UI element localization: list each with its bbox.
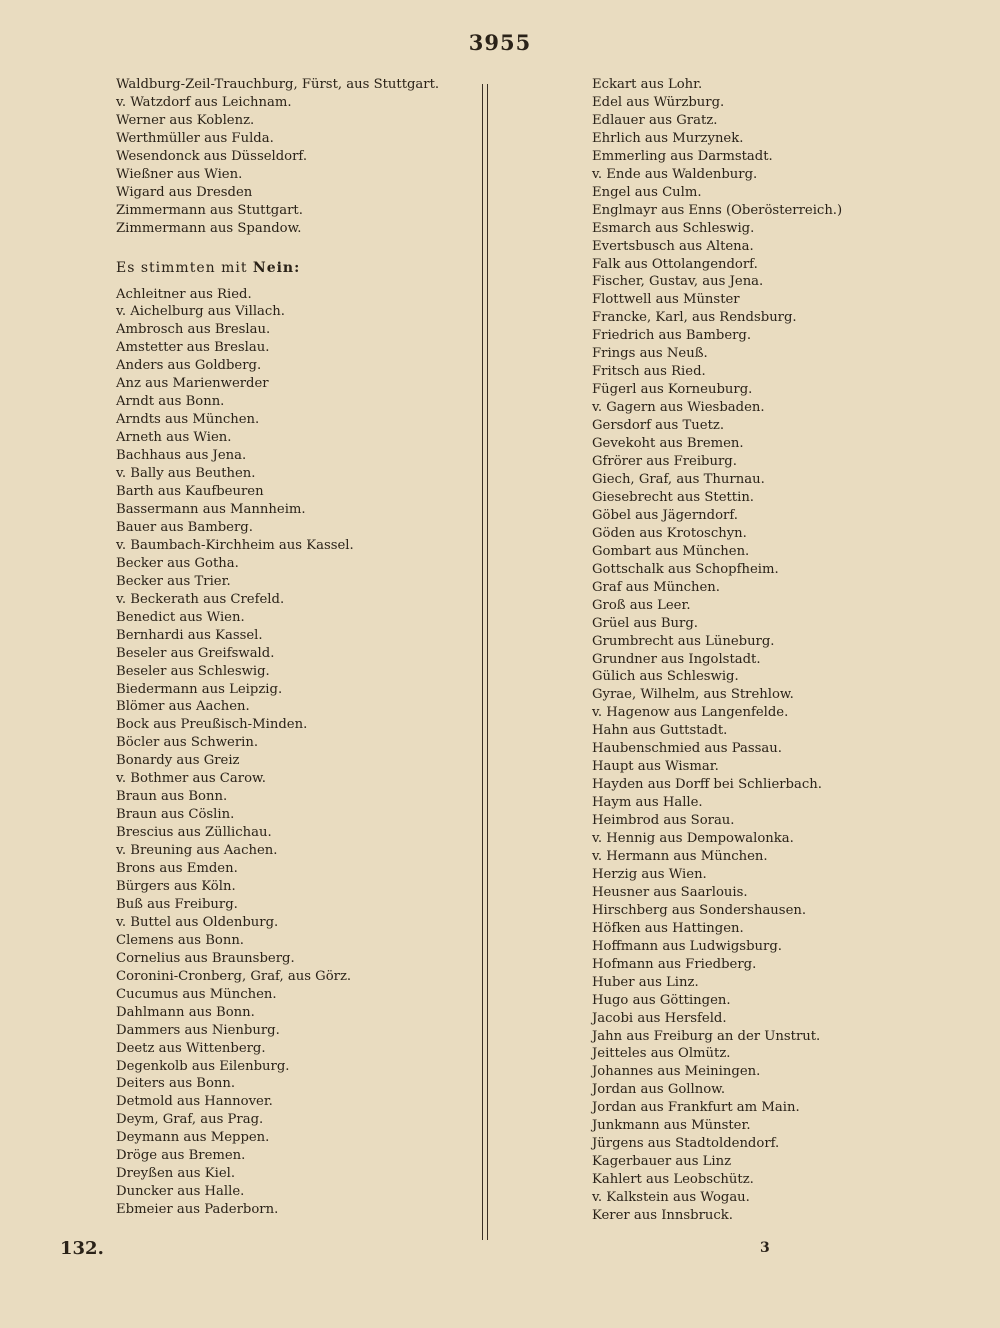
list-item: Coronini-Cronberg, Graf, aus Görz. [116, 968, 352, 984]
list-item: Gfrörer aus Freiburg. [592, 454, 737, 470]
heading-prefix: Es stimmten mit [116, 259, 253, 276]
list-item: Junkmann aus Münster. [592, 1118, 751, 1134]
list-item: Deiters aus Bonn. [116, 1076, 236, 1092]
list-item: Johannes aus Meiningen. [592, 1064, 761, 1080]
list-item: Degenkolb aus Eilenburg. [116, 1058, 290, 1074]
list-item: Achleitner aus Ried. [116, 286, 252, 302]
list-item: Amstetter aus Breslau. [116, 340, 270, 356]
list-item: v. Beckerath aus Crefeld. [116, 591, 285, 607]
list-item: Gombart aus München. [592, 543, 750, 559]
list-item: Fritsch aus Ried. [592, 364, 706, 380]
column-rule-left [482, 84, 483, 1240]
list-item: Jacobi aus Hersfeld. [592, 1010, 727, 1026]
list-item: Jahn aus Freiburg an der Unstrut. [592, 1028, 821, 1044]
list-item: Wesendonck aus Düsseldorf. [116, 148, 308, 164]
list-item: Deymann aus Meppen. [116, 1130, 270, 1146]
list-item: Beseler aus Greifswald. [116, 645, 275, 661]
list-item: Wießner aus Wien. [116, 166, 243, 182]
list-item: Flottwell aus Münster [592, 292, 740, 308]
left-column [116, 76, 476, 1219]
list-item: Göden aus Krotoschyn. [592, 525, 747, 541]
heading-word: Nein: [252, 259, 301, 276]
list-item: Waldburg-Zeil-Trauchburg, Fürst, aus Stuttgart. [116, 77, 440, 92]
section-heading-nein [116, 260, 476, 278]
list-item: Gyrae, Wilhelm, aus Strehlow. [592, 687, 794, 703]
list-item: Haupt aus Wismar. [592, 759, 719, 775]
list-item: Zimmermann aus Stuttgart. [116, 202, 303, 218]
list-item: Dammers aus Nienburg. [116, 1022, 280, 1038]
list-item: Haym aus Halle. [592, 795, 703, 811]
list-item: Heimbrod aus Sorau. [592, 813, 735, 829]
list-item: Hirschberg aus Sondershausen. [592, 902, 807, 918]
list-item: Bassermann aus Mannheim. [116, 501, 306, 517]
list-item: v. Bothmer aus Carow. [116, 771, 266, 787]
list-item: Hofmann aus Friedberg. [592, 956, 757, 972]
list-item: Ebmeier aus Paderborn. [116, 1202, 279, 1218]
list-item: Anz aus Marienwerder [116, 376, 269, 392]
list-item: v. Buttel aus Oldenburg. [116, 914, 279, 930]
list-item: Edel aus Würzburg. [592, 94, 725, 110]
list-item: Hayden aus Dorff bei Schlierbach. [592, 777, 822, 793]
list-item: Dreyßen aus Kiel. [116, 1166, 236, 1182]
list-item: Hahn aus Guttstadt. [592, 723, 728, 739]
list-item: Groß aus Leer. [592, 597, 691, 613]
list-item: Gersdorf aus Tuetz. [592, 418, 725, 434]
list-item: Jordan aus Gollnow. [592, 1082, 726, 1098]
list-item: v. Aichelburg aus Villach. [116, 304, 285, 320]
list-item: Deetz aus Wittenberg. [116, 1040, 266, 1056]
list-item: Wigard aus Dresden [116, 184, 253, 200]
list-item: v. Breuning aus Aachen. [116, 843, 278, 859]
list-item: Cucumus aus München. [116, 986, 277, 1002]
list-item: Bauer aus Bamberg. [116, 519, 253, 535]
list-item: Haubenschmied aus Passau. [592, 741, 782, 757]
list-item: Detmold aus Hannover. [116, 1094, 273, 1110]
list-item: Giech, Graf, aus Thurnau. [592, 471, 765, 487]
list-item: Friedrich aus Bamberg. [592, 328, 752, 344]
list-item: Zimmermann aus Spandow. [116, 220, 302, 236]
list-item: v. Watzdorf aus Leichnam. [116, 94, 292, 110]
list-item: Benedict aus Wien. [116, 609, 245, 625]
list-item: Biedermann aus Leipzig. [116, 681, 283, 697]
list-item: Braun aus Bonn. [116, 789, 228, 805]
list-item: Bernhardi aus Kassel. [116, 627, 263, 643]
list-item: Herzig aus Wien. [592, 866, 707, 882]
list-item: Werthmüller aus Fulda. [116, 130, 274, 146]
list-item: Fischer, Gustav, aus Jena. [592, 274, 764, 290]
list-item: Ambrosch aus Breslau. [116, 322, 271, 338]
list-item: Arneth aus Wien. [116, 430, 232, 446]
left-top-list [116, 76, 476, 238]
list-item: Höfken aus Hattingen. [592, 920, 744, 936]
list-item: Edlauer aus Gratz. [592, 112, 718, 128]
list-item: v. Bally aus Beuthen. [116, 466, 256, 482]
list-item: Beseler aus Schleswig. [116, 663, 270, 679]
list-item: Graf aus München. [592, 579, 720, 595]
list-item: Buß aus Freiburg. [116, 896, 238, 912]
list-item: Bürgers aus Köln. [116, 878, 236, 894]
list-item: Cornelius aus Braunsberg. [116, 950, 295, 966]
list-item: Huber aus Linz. [592, 974, 699, 990]
list-item: Anders aus Goldberg. [116, 358, 262, 374]
list-item: v. Hagenow aus Langenfelde. [592, 705, 789, 721]
list-item: Jürgens aus Stadtoldendorf. [592, 1136, 780, 1152]
list-item: Duncker aus Halle. [116, 1184, 245, 1200]
list-item: Grundner aus Ingolstadt. [592, 651, 761, 667]
right-entries-list [592, 76, 972, 1225]
list-item: Esmarch aus Schleswig. [592, 220, 755, 236]
list-item: Clemens aus Bonn. [116, 932, 244, 948]
column-rule-right [487, 84, 488, 1240]
list-item: Grüel aus Burg. [592, 615, 698, 631]
list-item: Kagerbauer aus Linz [592, 1154, 732, 1170]
list-item: Evertsbusch aus Altena. [592, 238, 754, 254]
list-item: Frings aus Neuß. [592, 346, 708, 362]
list-item: Jordan aus Frankfurt am Main. [592, 1100, 800, 1116]
list-item: Blömer aus Aachen. [116, 699, 250, 715]
list-item: Hugo aus Göttingen. [592, 992, 731, 1008]
list-item: Kerer aus Innsbruck. [592, 1208, 733, 1224]
list-item: Barth aus Kaufbeuren [116, 484, 264, 500]
list-item: Grumbrecht aus Lüneburg. [592, 633, 775, 649]
left-entries-list [116, 286, 476, 1220]
list-item: Deym, Graf, aus Prag. [116, 1112, 264, 1128]
list-item: Dröge aus Bremen. [116, 1148, 246, 1164]
list-item: Brons aus Emden. [116, 861, 238, 877]
list-item: Becker aus Trier. [116, 573, 231, 589]
list-item: v. Hermann aus München. [592, 848, 768, 864]
list-item: v. Gagern aus Wiesbaden. [592, 400, 765, 416]
list-item: Emmerling aus Darmstadt. [592, 148, 773, 164]
list-item: v. Baumbach-Kirchheim aus Kassel. [116, 537, 354, 553]
list-item: Bock aus Preußisch-Minden. [116, 717, 308, 733]
list-item: v. Hennig aus Dempowalonka. [592, 831, 794, 847]
list-item: Giesebrecht aus Stettin. [592, 489, 755, 505]
list-item: Brescius aus Züllichau. [116, 825, 272, 841]
list-item: Bonardy aus Greiz [116, 753, 240, 769]
list-item: Dahlmann aus Bonn. [116, 1004, 255, 1020]
list-item: Kahlert aus Leobschütz. [592, 1172, 754, 1188]
page-number: 3955 [468, 30, 532, 55]
list-item: Hoffmann aus Ludwigsburg. [592, 938, 782, 954]
list-item: Gevekoht aus Bremen. [592, 436, 744, 452]
list-item: Göbel aus Jägerndorf. [592, 507, 738, 523]
list-item: Eckart aus Lohr. [592, 77, 703, 92]
right-column [592, 76, 972, 1225]
list-item: Bachhaus aus Jena. [116, 448, 247, 464]
list-item: Jeitteles aus Olmütz. [592, 1046, 731, 1062]
signature-mark-left: 132. [60, 1238, 104, 1259]
list-item: Böcler aus Schwerin. [116, 735, 259, 751]
list-item: Braun aus Cöslin. [116, 807, 235, 823]
list-item: v. Ende aus Waldenburg. [592, 166, 758, 182]
signature-mark-right: 3 [760, 1240, 770, 1256]
list-item: Heusner aus Saarlouis. [592, 884, 748, 900]
list-item: Werner aus Koblenz. [116, 112, 255, 128]
list-item: Francke, Karl, aus Rendsburg. [592, 310, 797, 326]
list-item: Englmayr aus Enns (Oberösterreich.) [592, 202, 843, 218]
list-item: Gülich aus Schleswig. [592, 669, 739, 685]
list-item: Falk aus Ottolangendorf. [592, 256, 758, 272]
list-item: Ehrlich aus Murzynek. [592, 130, 744, 146]
list-item: Engel aus Culm. [592, 184, 702, 200]
list-item: Gottschalk aus Schopfheim. [592, 561, 779, 577]
list-item: Arndts aus München. [116, 412, 260, 428]
list-item: v. Kalkstein aus Wogau. [592, 1190, 750, 1206]
list-item: Becker aus Gotha. [116, 555, 239, 571]
list-item: Arndt aus Bonn. [116, 394, 225, 410]
list-item: Fügerl aus Korneuburg. [592, 382, 753, 398]
